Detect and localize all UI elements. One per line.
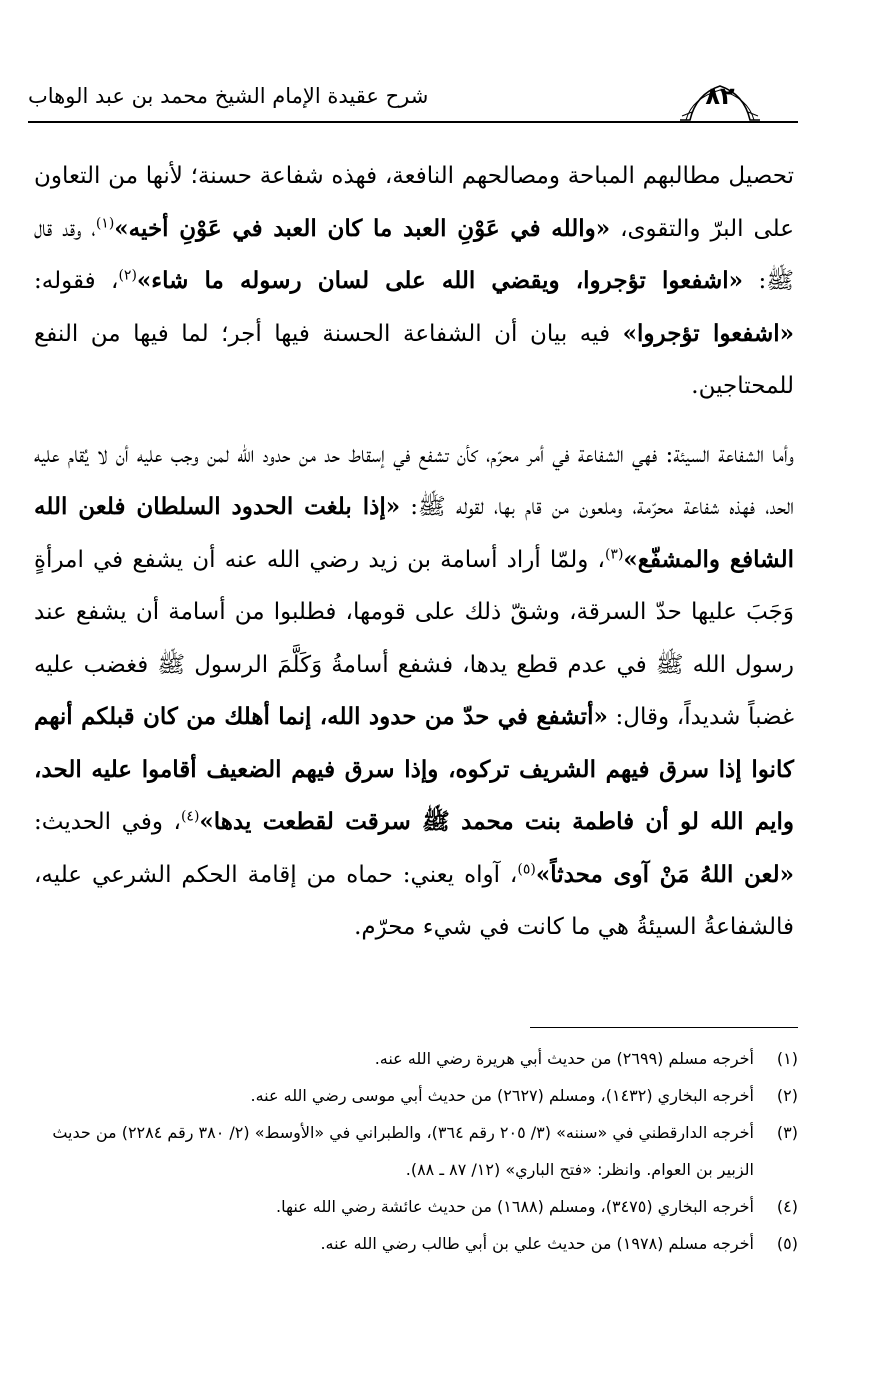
footnote-item — [50, 1114, 798, 1188]
footnote-number: (١) — [776, 1049, 798, 1068]
main-text — [34, 150, 794, 954]
header-rule — [28, 121, 798, 123]
footnote-item — [50, 1077, 798, 1114]
hadith-quote: «إذا بلغت الحدود السلطان فلعن الله الشافع والمشفّع» — [34, 493, 794, 573]
footnote-item — [50, 1040, 798, 1077]
footnote-text: أخرجه الدارقطني في «سننه» (٣/ ٢٠٥ رقم ٣٦٤)، والطبراني في «الأوسط» (٢/ ٣٨٠ رقم ٢٢٨٤) من حديث الزبير بن العوام. وانظر: «فتح الباري» (١٢/ ٨٧ ـ ٨٨). — [52, 1123, 754, 1179]
footnote-text: أخرجه مسلم (٢٦٩٩) من حديث أبي هريرة رضي الله عنه. — [374, 1049, 754, 1068]
hadith-quote: «لعن اللهُ مَنْ آوى محدثاً» — [535, 860, 794, 888]
text-run: ، وفي الحديث: — [34, 809, 181, 835]
text-run: تحصيل مطالبهم المباحة ومصالحهم النافعة، فهذه شفاعة حسنة؛ لأنها من التعاون على البرّ والتقوى، — [34, 163, 794, 242]
footnotes — [50, 1040, 798, 1262]
footnote-number: (٢) — [776, 1086, 798, 1105]
footnote-rule — [530, 1027, 798, 1028]
paragraph-1 — [34, 150, 794, 413]
hadith-quote: «اشفعوا تؤجروا، ويقضي الله على لسان رسوله ما شاء» — [136, 267, 744, 294]
hadith-quote: «اشفعوا تؤجروا» — [622, 319, 794, 347]
text-run: ، وقد قال ﷺ: — [34, 215, 794, 294]
footnote-number: (٣) — [776, 1123, 798, 1142]
page-header — [28, 76, 798, 126]
footnote-item — [50, 1188, 798, 1225]
footnote-ref[interactable]: (٢) — [118, 267, 137, 284]
footnote-number: (٤) — [776, 1197, 798, 1216]
page-number: ٨٢ — [705, 82, 735, 110]
footnote-item — [50, 1225, 798, 1262]
running-title: شرح عقيدة الإمام الشيخ محمد بن عبد الوهاب — [28, 84, 429, 108]
footnote-number: (٥) — [776, 1234, 798, 1253]
paragraph-2 — [34, 429, 794, 954]
text-run: ، ولمّا أراد أسامة بن زيد رضي الله عنه أن يشفع في امرأةٍ وَجَبَ عليها حدّ السرقة، وشقّ ذلك على قومها، فطلبوا من أسامة أن يشفع عند رسول الله ﷺ في عدم قطع يدها، فشفع أسامةُ وَكَلَّمَ الرسول ﷺ فغضب عليه غضباً شديداً، وقال: — [34, 546, 794, 730]
page-number-badge — [678, 76, 762, 122]
text-run: ، فقوله: — [34, 268, 119, 294]
text-run: ، آواه يعني: حماه من إقامة الحكم الشرعي عليه، فالشفاعةُ السيئةُ هي ما كانت في شيء محرّم. — [34, 861, 794, 940]
footnote-text: أخرجه البخاري (١٤٣٢)، ومسلم (٢٦٢٧) من حديث أبي موسى رضي الله عنه. — [250, 1086, 754, 1105]
footnote-text: أخرجه مسلم (١٩٧٨) من حديث علي بن أبي طالب رضي الله عنه. — [320, 1234, 754, 1253]
text-run: وأما الشفاعة السيئة: فهي الشفاعة في أمر محرّم، كأن تشفع في إسقاط حد من حدود الله لمن وجب عليه أن لا يُقام عليه الحد، فهذه شفاعة محرّمة، وملعون من قام بها، لقوله ﷺ: — [34, 441, 794, 520]
footnote-text: أخرجه البخاري (٣٤٧٥)، ومسلم (١٦٨٨) من حديث عائشة رضي الله عنها. — [276, 1197, 754, 1216]
footnote-ref[interactable]: (١) — [95, 214, 115, 231]
footnote-ref[interactable]: (٤) — [180, 808, 200, 825]
hadith-quote: «والله في عَوْنِ العبد ما كان العبد في عَوْنِ أخيه» — [114, 214, 611, 242]
text-run: فيه بيان أن الشفاعة الحسنة فيها أجر؛ لما فيها من النفع للمحتاجين. — [34, 320, 794, 399]
footnote-ref[interactable]: (٥) — [517, 860, 536, 877]
footnote-ref[interactable]: (٣) — [604, 545, 624, 562]
hadith-quote: «أتشفع في حدّ من حدود الله، إنما أهلك من كان قبلكم أنهم كانوا إذا سرق فيهم الشريف تركوه، وإذا سرق فيهم الضعيف أقاموا عليه الحد، وايم الله لو أن فاطمة بنت محمد ﷺ سرقت لقطعت يدها» — [34, 703, 794, 835]
